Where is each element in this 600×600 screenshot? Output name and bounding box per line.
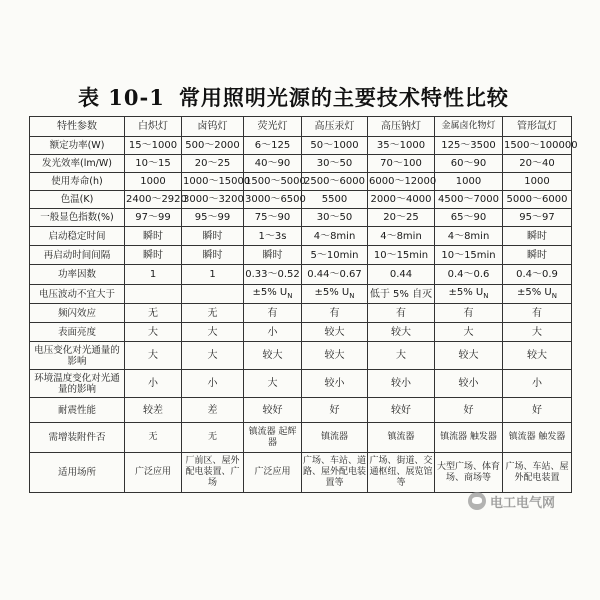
table-cell: 2000～4000 [368,191,435,209]
table-cell: 无 [182,304,244,323]
table-cell: 95～97 [503,209,572,227]
table-cell: 较好 [244,398,302,423]
table-cell: 20～25 [368,209,435,227]
table-cell: 4～8min [302,227,368,246]
table-cell: 大 [435,323,503,342]
watermark [468,490,555,512]
table-cell: 3000～6500 [244,191,302,209]
table-cell: 500～2000 [182,137,244,155]
table-cell: 广泛应用 [125,453,182,493]
table-row [30,209,572,227]
table-cell: ±5% $U_N$ [244,285,302,304]
table-cell: ±5% $U_N$ [435,285,503,304]
table-cell: 1500～100000 [503,137,572,155]
table-cell: 2500～6000 [302,173,368,191]
table-row [30,155,572,173]
header-cell-param: 特性参数 [30,117,125,137]
table-cell: 较大 [503,342,572,370]
table-row [30,265,572,285]
table-cell: 大型广场、体育场、商场等 [435,453,503,493]
table-header-row [30,117,572,137]
table-cell: 1000 [435,173,503,191]
table-cell: 75～90 [244,209,302,227]
table-cell: 小 [244,323,302,342]
table-cell: ±5% $U_N$ [302,285,368,304]
table-row [30,191,572,209]
table-cell: 有 [503,304,572,323]
table-cell: 小 [182,370,244,398]
table-cell: 95～99 [182,209,244,227]
table-cell: 3000～3200 [182,191,244,209]
table-cell: 镇流器 [302,423,368,453]
table-cell: 30～50 [302,209,368,227]
table-cell: 1500～5000 [244,173,302,191]
table-cell: 20～40 [503,155,572,173]
table-cell: 65～90 [435,209,503,227]
row-label: 发光效率(lm/W) [30,155,125,173]
table-cell: 0.44 [368,265,435,285]
row-label: 使用寿命(h) [30,173,125,191]
table-cell: 1 [125,265,182,285]
voltage-subscript: N [551,291,557,300]
table-cell: 镇流器 起辉器 [244,423,302,453]
table-row [30,370,572,398]
table-cell: 60～90 [435,155,503,173]
table-cell: 瞬时 [503,246,572,265]
table-row [30,285,572,304]
row-label: 额定功率(W) [30,137,125,155]
header-cell-mercury: 高压汞灯 [302,117,368,137]
table-row [30,323,572,342]
table-cell: 小 [503,370,572,398]
table-cell: 广场、车站、屋外配电装置 [503,453,572,493]
table-cell: 1000 [503,173,572,191]
row-label: 耐震性能 [30,398,125,423]
table-cell: 较小 [302,370,368,398]
table-cell: 镇流器 触发器 [503,423,572,453]
table-cell: 镇流器 触发器 [435,423,503,453]
table-cell: 50～1000 [302,137,368,155]
table-cell: 4500～7000 [435,191,503,209]
row-label: 启动稳定时间 [30,227,125,246]
table-body [30,137,578,493]
table-cell: 10～15min [368,246,435,265]
header-cell-xenon: 管形氙灯 [503,117,572,137]
row-label: 功率因数 [30,265,125,285]
wechat-icon [468,492,486,510]
table-cell: 0.33～0.52 [244,265,302,285]
table-cell: 5～10min [302,246,368,265]
table-cell: 无 [182,423,244,453]
table-cell: 97～99 [125,209,182,227]
table-cell: 低于 5% 自灭 [368,285,435,304]
table-cell: 差 [182,398,244,423]
voltage-subscript: N [287,291,293,300]
table-cell: 广泛应用 [244,453,302,493]
table-cell: 35～1000 [368,137,435,155]
row-label: 频闪效应 [30,304,125,323]
table-cell: 较大 [435,342,503,370]
table-cell: 镇流器 [368,423,435,453]
table-row [30,423,572,453]
table-cell: 1 [182,265,244,285]
table-cell: 大 [244,370,302,398]
table-cell: 1000～15000 [182,173,244,191]
table-cell: 较小 [435,370,503,398]
table-cell: 15～1000 [125,137,182,155]
table-cell: ±5% $U_N$ [503,285,572,304]
table-cell: 有 [368,304,435,323]
table-cell: 瞬时 [182,246,244,265]
table-cell: 好 [503,398,572,423]
table-row [30,398,572,423]
table-cell: 1～3s [244,227,302,246]
table-cell: 4～8min [368,227,435,246]
table-row [30,304,572,323]
table-cell: 较大 [302,323,368,342]
table-cell: 瞬时 [182,227,244,246]
table-cell: 30～50 [302,155,368,173]
table-cell: 较大 [244,342,302,370]
table-title: 常用照明光源的主要技术特性比较 [178,86,509,110]
watermark-text: 电工电气网 [490,495,556,511]
table-cell: 厂前区、屋外配电装置、广场 [182,453,244,493]
table-cell: 有 [302,304,368,323]
table-cell: 4～8min [435,227,503,246]
table-cell: 2400～2920 [125,191,182,209]
table-cell: 较大 [368,323,435,342]
table-cell: 无 [125,304,182,323]
table-cell: 广场、车站、道路、屋外配电装置等 [302,453,368,493]
row-label: 适用场所 [30,453,125,493]
table-row [30,246,572,265]
table-cell: 5500 [302,191,368,209]
table-cell: 125～3500 [435,137,503,155]
table-cell: 广场、街道、交通枢纽、展览馆等 [368,453,435,493]
row-label: 一般显色指数(%) [30,209,125,227]
table-row [30,342,572,370]
table-number: 表 10-1 [78,85,165,110]
table-cell: 小 [125,370,182,398]
table-cell: 瞬时 [244,246,302,265]
row-label: 环境温度变化对光通量的影响 [30,370,125,398]
table-cell: 20～25 [182,155,244,173]
table-cell: 大 [503,323,572,342]
header-cell-metal-halide: 金属卤化物灯 [435,117,503,137]
table-cell: 1000 [125,173,182,191]
table-cell: 有 [244,304,302,323]
table-cell: 大 [182,323,244,342]
table-cell: 40～90 [244,155,302,173]
table-cell: 较小 [368,370,435,398]
table-cell [125,285,182,304]
voltage-subscript: N [483,291,489,300]
table-row [30,453,572,493]
table-cell: 6～125 [244,137,302,155]
table-cell: 大 [125,342,182,370]
table-cell: 较大 [302,342,368,370]
voltage-subscript: N [349,291,355,300]
table-cell: 70～100 [368,155,435,173]
table-cell: 0.4～0.6 [435,265,503,285]
table-cell: 6000～12000 [368,173,435,191]
row-label: 表面亮度 [30,323,125,342]
table-cell: 10～15min [435,246,503,265]
table-row [30,173,572,191]
table-cell: 瞬时 [125,246,182,265]
table-caption [78,83,509,113]
table-cell: 较差 [125,398,182,423]
table-cell: 0.44～0.67 [302,265,368,285]
row-label: 电压波动不宜大于 [30,285,125,304]
table-cell: 较好 [368,398,435,423]
table-cell: 瞬时 [125,227,182,246]
row-label: 色温(K) [30,191,125,209]
table-cell: 大 [182,342,244,370]
row-label: 需增装附件否 [30,423,125,453]
header-cell-fluorescent: 荧光灯 [244,117,302,137]
table-cell: 10～15 [125,155,182,173]
table-cell: 大 [125,323,182,342]
table-cell: 好 [435,398,503,423]
row-label: 再启动时间间隔 [30,246,125,265]
table-row [30,137,572,155]
row-label: 电压变化对光通量的影响 [30,342,125,370]
header-cell-sodium: 高压钠灯 [368,117,435,137]
header-cell-halogen: 卤钨灯 [182,117,244,137]
table-cell: 瞬时 [503,227,572,246]
table-row [30,227,572,246]
table-cell [182,285,244,304]
lamp-comparison-table [29,116,578,493]
table-cell: 无 [125,423,182,453]
table-cell: 0.4～0.9 [503,265,572,285]
table-cell: 有 [435,304,503,323]
table-cell: 好 [302,398,368,423]
table-cell: 大 [368,342,435,370]
header-cell-incandescent: 白炽灯 [125,117,182,137]
table-cell: 5000～6000 [503,191,572,209]
